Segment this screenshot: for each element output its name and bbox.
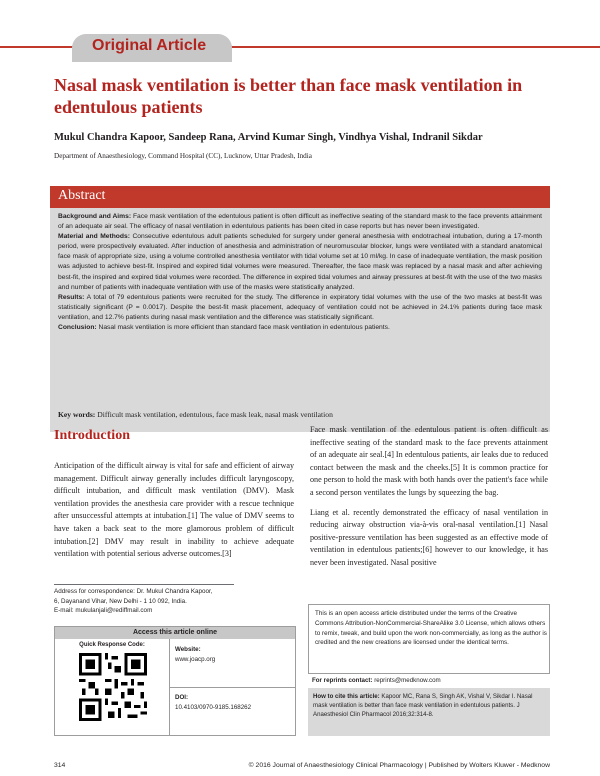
abstract-body (58, 212, 542, 333)
doi-info (175, 693, 251, 713)
citation-body: Kapoor MC, Rana S, Singh AK, Vishal V, Sikdar I. Nasal mask ventilation is better than face mask ventilation in edentulous patients. J Anaesthesiol Clin Pharmacol 2016;32:314-8. (313, 693, 533, 719)
correspondence-line-2: 6, Dayanand Vihar, New Delhi - 1 10 092, India. (54, 597, 187, 605)
access-heading: Access this article online (55, 627, 295, 639)
abstract-box (50, 186, 550, 432)
citation-text (313, 692, 547, 720)
right-column (310, 424, 548, 577)
reprints-contact (312, 677, 441, 684)
keywords-label: Key words: (58, 410, 96, 419)
correspondence-email[interactable]: E-mail: mukulanjali@rediffmail.com (54, 607, 153, 615)
methods-label: Material and Methods: (58, 233, 130, 241)
qr-code-icon[interactable] (79, 653, 147, 721)
intro-paragraph-1: Anticipation of the difficult airway is vital for safe and efficient of airway management. Difficult airway generally includes difficult laryngoscopy, difficult intubation, and difficult mask ventilation (DMV). Mask ventilation provides the anesthesia care provider with a rescue technique after unsuccessful attempts at intubation.[1] The value of DMV seems to have taken a back seat to the more glamorous problem of difficult intubation.[2] DMV may result in inability to achieve adequate ventilation with potential serious adverse outcomes.[3] (54, 461, 294, 559)
doi-label: DOI: (175, 694, 189, 701)
citation-label: How to cite this article: (313, 693, 380, 700)
website-link[interactable]: www.joacp.org (175, 656, 216, 663)
abstract-results (58, 293, 542, 323)
access-online-box (54, 626, 296, 736)
left-column (54, 460, 294, 568)
article-type-banner (0, 30, 600, 64)
website-label: Website: (175, 646, 201, 653)
correspondence-rule (54, 584, 234, 585)
page-number: 314 (54, 762, 66, 769)
keywords (58, 410, 542, 419)
citation-box (308, 688, 550, 736)
background-label: Background and Aims: (58, 213, 132, 220)
qr-label: Quick Response Code: (79, 642, 145, 648)
results-text: A total of 79 edentulous patients were recruited for the study. The difference in expiratory tidal volumes with the use of the two masks at best-fit was statistically significant (P = 0.0017). Despite the best-fit mask placement, adequacy of ventilation could not be achieved in 24.1% patients during face mask ventilation, and 12.7% patients during nasal mask ventilation and the difference was statistically significant. (58, 293, 542, 321)
conclusion-label: Conclusion: (58, 324, 97, 332)
abstract-header (50, 186, 550, 208)
intro-paragraph-2: Face mask ventilation of the edentulous patient is often difficult as ineffective seating of the standard mask to the face prevents attainment of an adequate air seal.[4] In edentulous patients, air leaks due to reduced contact between the mask and the cheeks.[5] It is common practice for one person to hold the mask with both hands over the patient's face while a second person ventilates the lungs by squeezing the bag. (310, 425, 548, 497)
correspondence-line-1: Address for correspondence: Dr. Mukul Chandra Kapoor, (54, 588, 213, 595)
doi-link[interactable]: 10.4103/0970-9185.168262 (175, 704, 252, 711)
keywords-text: Difficult mask ventilation, edentulous, face mask leak, nasal mask ventilation (95, 410, 333, 419)
article-title: Nasal mask ventilation is better than face mask ventilation in edentulous patients (54, 75, 523, 117)
introduction-heading: Introduction (54, 428, 130, 443)
conclusion-text: Nasal mask ventilation is more efficient than standard face mask ventilation in edentulous patients. (96, 324, 390, 332)
license-box (308, 604, 550, 674)
correspondence (54, 587, 294, 616)
intro-paragraph-3: Liang et al. recently demonstrated the efficacy of nasal ventilation in reducing airway obstruction via-à-vis oral-nasal ventilation.[1] Nasal positive-pressure ventilation has been suggested as an effective mode of ventilation in edentulous patients;[6] however to our knowledge, it has never been investigated. Nasal positive (310, 507, 548, 567)
background-text: Face mask ventilation of the edentulous patient is often difficult as ineffective seating of the standard mask to the face prevents attainment of an adequate air seal. The efficacy of nasal ventilation in edentulous patients has been cited in case reports but has never been investigated. (58, 213, 542, 231)
reprints-email[interactable]: reprints@medknow.com (372, 677, 441, 684)
access-divider-horizontal (169, 687, 295, 688)
abstract-conclusion (58, 323, 542, 333)
author-list: Mukul Chandra Kapoor, Sandeep Rana, Arvind Kumar Singh, Vindhya Vishal, Indranil Sikdar (54, 132, 483, 143)
abstract-heading: Abstract (58, 188, 106, 203)
results-label: Results: (58, 293, 85, 301)
article-type-label: Original Article (92, 37, 207, 54)
footer-copyright: © 2016 Journal of Anaesthesiology Clinical Pharmacology | Published by Wolters Kluwer - Medknow (248, 762, 550, 769)
website-info (175, 645, 215, 665)
license-text: This is an open access article distributed under the terms of the Creative Commons Attribution-NonCommercial-ShareAlike 3.0 License, which allows others to remix, tweak, and build upon the work non-commercially, as long as the author is credited and the new creations are licensed under the identical terms. (315, 610, 547, 647)
abstract-background (58, 212, 542, 232)
reprints-label: For reprints contact: (312, 677, 373, 684)
methods-text: Consecutive edentulous adult patients scheduled for surgery under general anesthesia with endotracheal intubation, during a 17-month period, were prospectively evaluated. After induction of anesthesia and administration of neuromuscular blocker, lungs were ventilated with a standard anatomical face mask of appropriate size, using a volume controlled anesthesia ventilator with tidal volume set at 10 ml/kg. In case of inadequate ventilation, the mask position was adjusted to achieve best-fit. Inspired and expired tidal volumes were measured. Thereafter, the face mask was replaced by a nasal mask and after achieving best-fit, the inspired and expired tidal volumes were recorded. The difference in expired tidal volumes and airway pressures at best-fit with the use of the two masks and number of patients with inadequate ventilation with use of the masks were statistically analyzed. (58, 233, 542, 291)
abstract-methods (58, 232, 542, 293)
affiliation: Department of Anaesthesiology, Command Hospital (CC), Lucknow, Uttar Pradesh, India (54, 152, 312, 160)
page-footer (54, 762, 550, 772)
